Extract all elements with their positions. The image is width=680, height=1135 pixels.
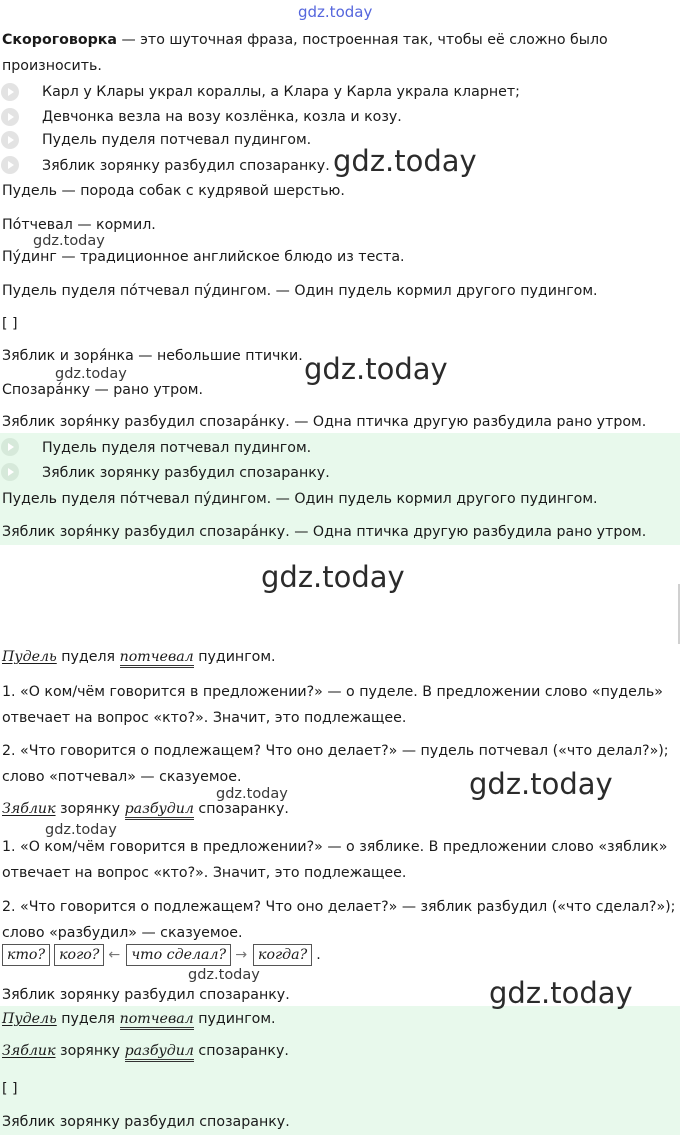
intro-line-1 — [2, 32, 608, 48]
arrow-right-icon: → — [235, 947, 247, 963]
watermark: gdz.today — [261, 560, 405, 594]
parsed-sentence — [2, 1011, 276, 1027]
watermark: gdz.today — [304, 352, 448, 386]
word: зорянку — [55, 1043, 125, 1059]
step-line: 2. «Что говорится о подлежащем? Что оно делает?» — пудель потчевал («что делал?»); — [2, 743, 669, 759]
tail-line: Зяблик зорянку разбудил спозаранку. — [2, 987, 290, 1003]
intro-line-2: произносить. — [2, 58, 102, 74]
list-item: Пудель пуделя потчевал пудингом. — [42, 132, 312, 148]
step-line: 1. «О ком/чём говорится в предложении?» — о зяблике. В предложении слово «зяблик» — [2, 839, 668, 855]
subject-word: Пудель — [2, 649, 57, 665]
play-icon[interactable] — [1, 83, 19, 101]
gloss-line: Пу́динг — традиционное английское блюдо из теста. — [2, 249, 405, 265]
scheme-box-predicate: что сделал? — [126, 944, 231, 966]
subject-word: Зяблик — [2, 801, 56, 817]
watermark: gdz.today — [216, 786, 288, 802]
predicate-word: потчевал — [120, 1011, 194, 1030]
watermark: gdz.today — [55, 366, 127, 382]
step-line: слово «потчевал» — сказуемое. — [2, 769, 242, 785]
placeholder-brackets: [ ] — [2, 316, 18, 332]
step-line: слово «разбудил» — сказуемое. — [2, 925, 243, 941]
word: пудингом. — [193, 1011, 276, 1027]
step-line: 2. «Что говорится о подлежащем? Что оно делает?» — зяблик разбудил («что сделал?»); — [2, 899, 676, 915]
gloss-line: Пудель пуделя по́тчевал пу́дингом. — Один пудель кормил другого пудингом. — [2, 283, 598, 299]
sentence-scheme — [2, 944, 321, 966]
predicate-word: потчевал — [120, 649, 194, 668]
watermark: gdz.today — [489, 976, 633, 1010]
word: спозаранку. — [193, 801, 289, 817]
gloss-line: Зяблик и зоря́нка — небольшие птички. — [2, 348, 303, 364]
watermark: gdz.today — [45, 822, 117, 838]
term-word: Скороговорка — [2, 32, 117, 48]
arrow-left-icon: ← — [108, 947, 121, 963]
step-line: 1. «О ком/чём говорится в предложении?» — о пуделе. В предложении слово «пудель» — [2, 684, 663, 700]
scheme-box-adverbial: когда? — [253, 944, 312, 966]
scheme-box-subject: кто? — [2, 944, 50, 966]
list-item: Зяблик зорянку разбудил спозаранку. — [42, 158, 330, 174]
subject-word: Пудель — [2, 1011, 57, 1027]
term-definition: — это шуточная фраза, построенная так, чтобы её сложно было — [116, 32, 608, 48]
list-item: Карл у Клары украл кораллы, а Клара у Карла украла кларнет; — [42, 84, 520, 100]
watermark: gdz.today — [469, 767, 613, 801]
scheme-end: . — [316, 947, 321, 963]
subject-word: Зяблик — [2, 1043, 56, 1059]
word: пуделя — [56, 649, 120, 665]
tail-line: Зяблик зорянку разбудил спозаранку. — [2, 1114, 290, 1130]
gloss-line: Пудель пуделя по́тчевал пу́дингом. — Один пудель кормил другого пудингом. — [2, 491, 598, 507]
play-icon[interactable] — [1, 438, 19, 456]
gloss-line: Зяблик зоря́нку разбудил спозара́нку. — Одна птичка другую разбудила рано утром. — [2, 524, 647, 540]
play-icon[interactable] — [1, 108, 19, 126]
list-item: Зяблик зорянку разбудил спозаранку. — [42, 465, 330, 481]
parsed-sentence — [2, 1043, 289, 1059]
watermark: gdz.today — [333, 144, 477, 178]
gloss-line: По́тчевал — кормил. — [2, 217, 156, 233]
list-item: Девчонка везла на возу козлёнка, козла и козу. — [42, 109, 402, 125]
word: пудингом. — [193, 649, 276, 665]
step-line: отвечает на вопрос «кто?». Значит, это подлежащее. — [2, 865, 407, 881]
word: спозаранку. — [193, 1043, 289, 1059]
parsed-sentence — [2, 801, 289, 817]
gloss-line: Спозара́нку — рано утром. — [2, 382, 203, 398]
watermark: gdz.today — [188, 967, 260, 983]
word: пуделя — [56, 1011, 120, 1027]
watermark: gdz.today — [33, 233, 105, 249]
play-icon[interactable] — [1, 156, 19, 174]
word: зорянку — [55, 801, 125, 817]
gloss-line: Зяблик зоря́нку разбудил спозара́нку. — Одна птичка другую разбудила рано утром. — [2, 414, 647, 430]
list-item: Пудель пуделя потчевал пудингом. — [42, 440, 312, 456]
predicate-word: разбудил — [125, 1043, 194, 1062]
placeholder-brackets: [ ] — [2, 1081, 18, 1097]
parsed-sentence — [2, 649, 276, 665]
play-icon[interactable] — [1, 463, 19, 481]
watermark-top: gdz.today — [298, 3, 373, 21]
predicate-word: разбудил — [125, 801, 194, 820]
gloss-line: Пудель — порода собак с кудрявой шерстью. — [2, 183, 345, 199]
scheme-box-object: кого? — [54, 944, 104, 966]
step-line: отвечает на вопрос «кто?». Значит, это подлежащее. — [2, 710, 407, 726]
play-icon[interactable] — [1, 131, 19, 149]
